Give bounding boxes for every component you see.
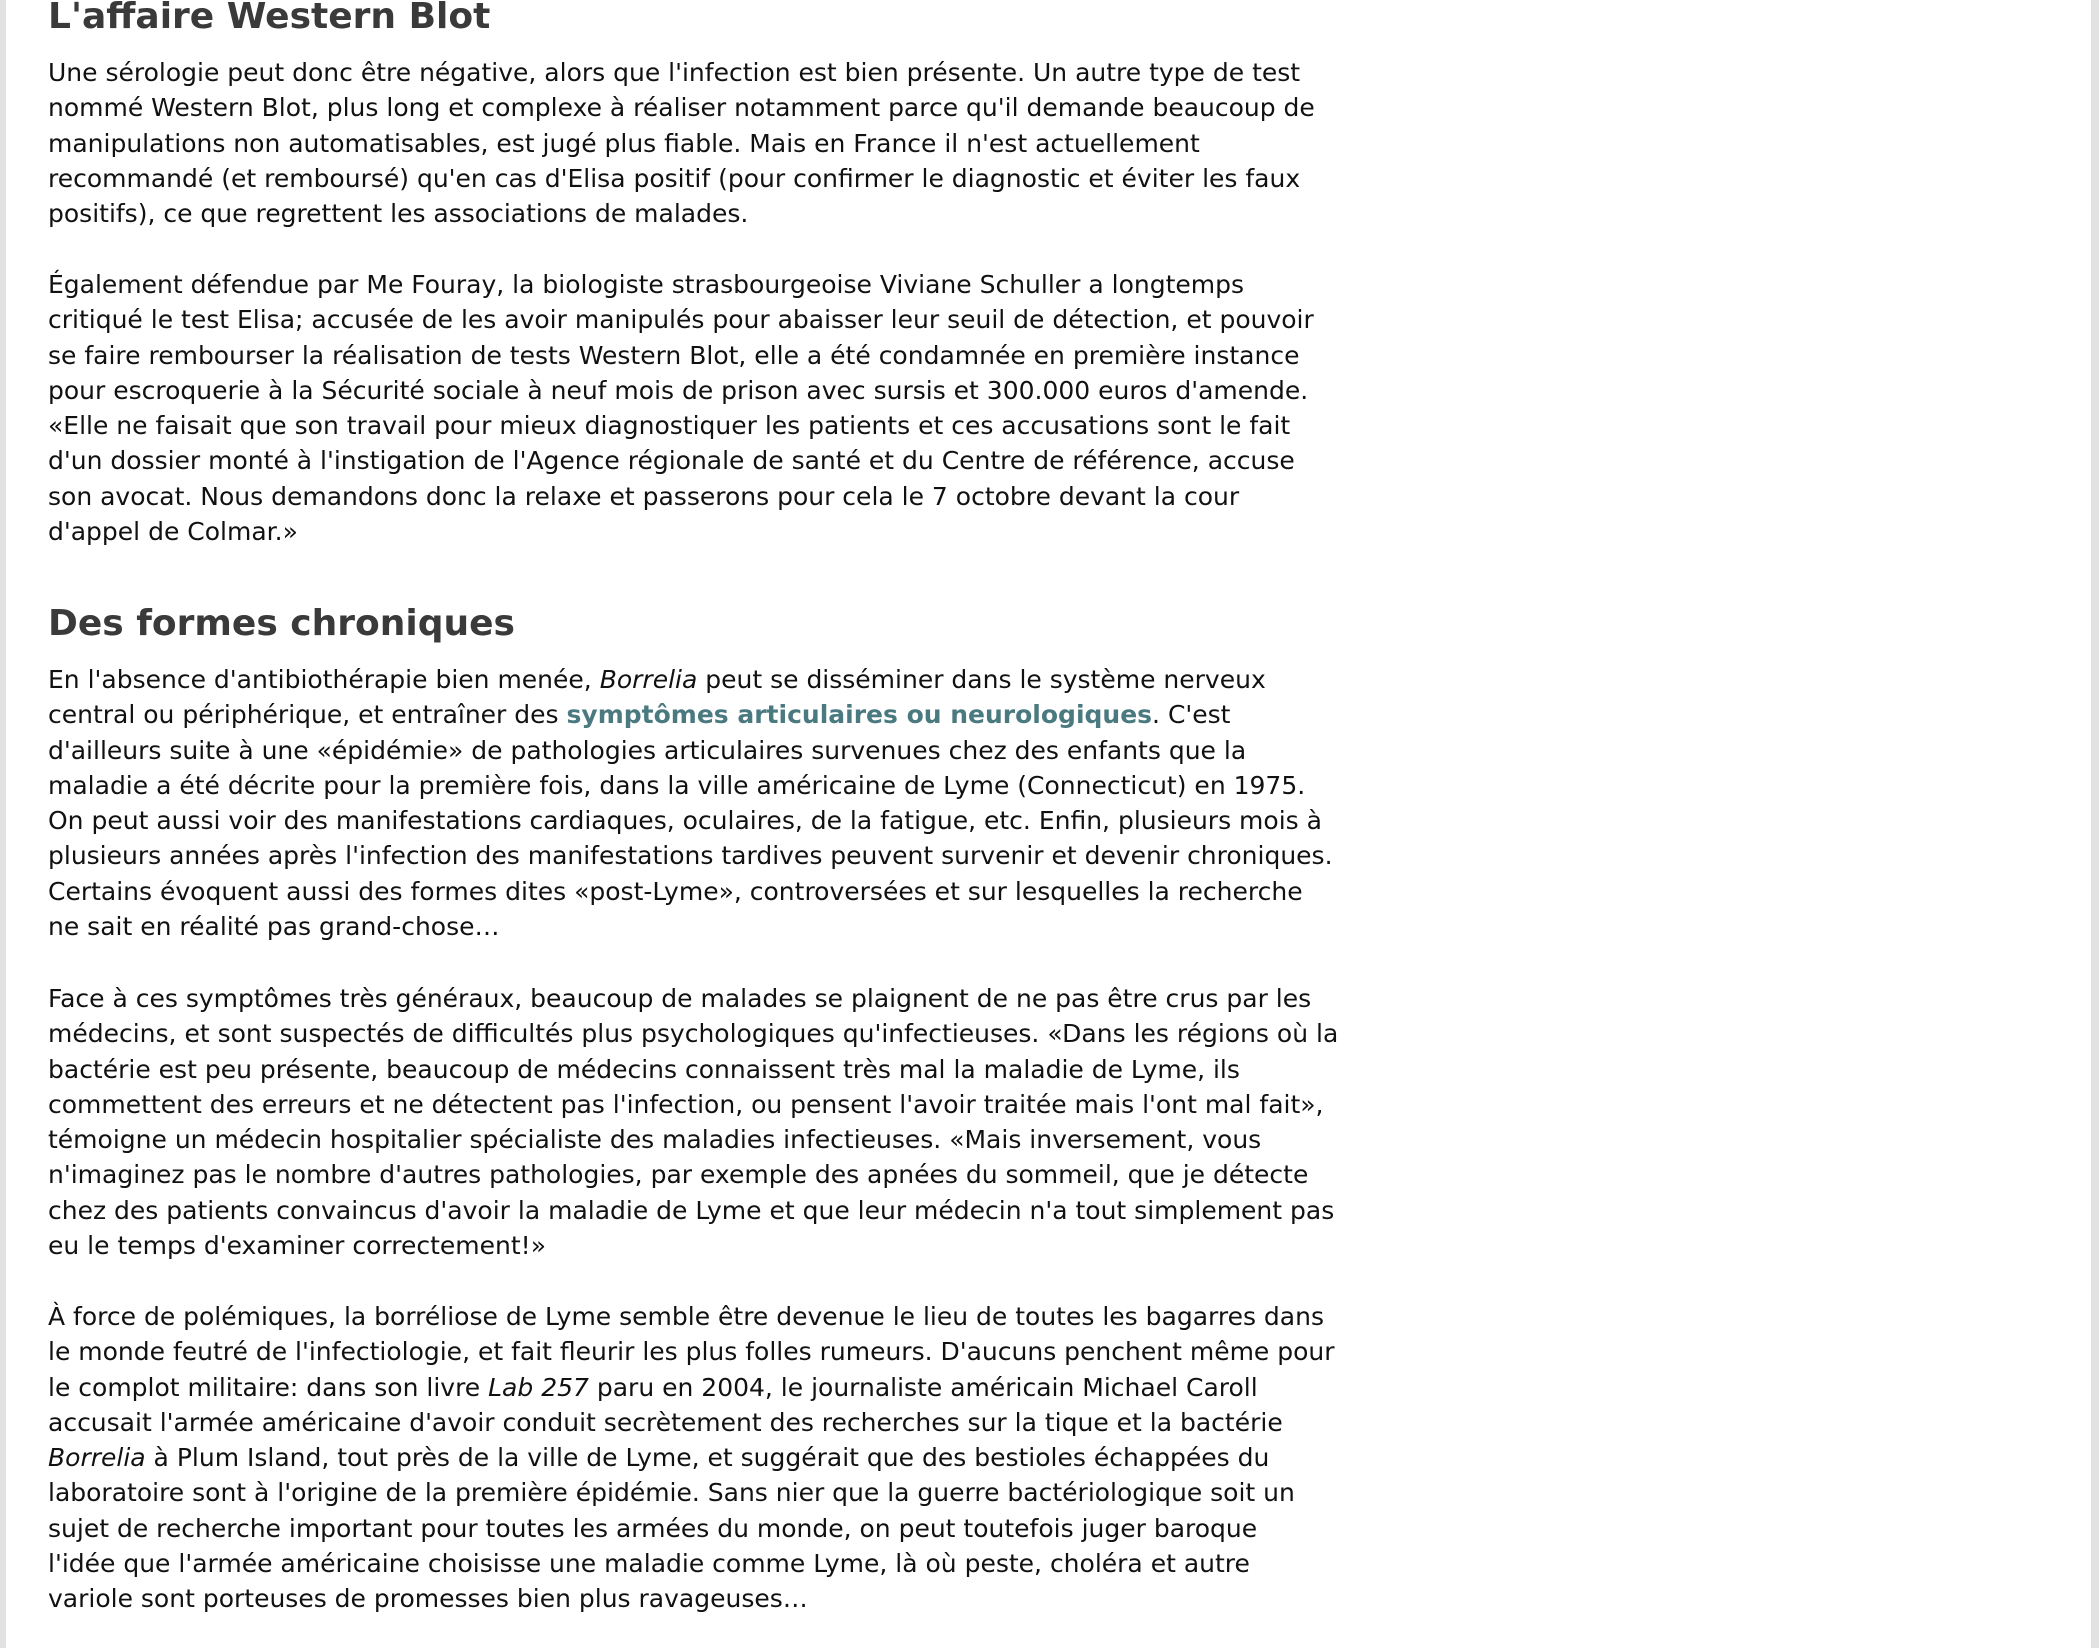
text-line: d'ailleurs suite à une «épidémie» de pathologies articulaires survenues chez des enfants que la — [48, 735, 1247, 765]
page-left-border — [0, 0, 6, 1648]
text-line: eu le temps d'examiner correctement!» — [48, 1231, 546, 1261]
text-line: pour escroquerie à la Sécurité sociale à neuf mois de prison avec sursis et 300.000 euros d'amende. — [48, 375, 1309, 405]
text-run: . C'est — [1152, 700, 1231, 730]
symptoms-link[interactable]: symptômes articulaires ou neurologiques — [566, 700, 1153, 730]
text-line: À force de polémiques, la borréliose de Lyme semble être devenue le lieu de toutes les bagarres dans — [48, 1302, 1324, 1331]
text-line: d'appel de Colmar.» — [48, 517, 298, 547]
text-line: Certains évoquent aussi des formes dites «post-Lyme», controversées et sur lesquelles la recherche — [48, 876, 1303, 906]
text-line: commettent des erreurs et ne détectent pas l'infection, ou pensent l'avoir traitée mais l'ont mal fait», — [48, 1089, 1324, 1119]
text-line — [48, 697, 1333, 732]
text-line: sujet de recherche important pour toutes les armées du monde, on peut toutefois juger baroque — [48, 1513, 1258, 1543]
text-run: le complot militaire: dans son livre — [48, 1372, 489, 1402]
section-title-western-blot: L'affaire Western Blot — [48, 0, 491, 37]
text-line: plusieurs années après l'infection des manifestations tardives peuvent survenir et devenir chroniques. — [48, 841, 1333, 871]
text-line: positifs), ce que regrettent les associations de malades. — [48, 199, 749, 229]
text-line: le monde feutré de l'infectiologie, et fait fleurir les plus folles rumeurs. D'aucuns penchent même pour — [48, 1337, 1335, 1367]
section-title-formes-chroniques: Des formes chroniques — [48, 603, 515, 644]
text-line: chez des patients convaincus d'avoir la maladie de Lyme et que leur médecin n'a tout simplement pas — [48, 1195, 1335, 1225]
paragraph — [48, 981, 1338, 1263]
text-line: maladie a été décrite pour la première fois, dans la ville américaine de Lyme (Connecticut) en 1975. — [48, 770, 1306, 800]
paragraph — [48, 55, 1315, 231]
text-line: bactérie est peu présente, beaucoup de médecins connaissent très mal la maladie de Lyme, ils — [48, 1054, 1240, 1084]
text-run: paru en 2004, le journaliste américain Michael Caroll — [588, 1372, 1258, 1402]
text-line: Face à ces symptômes très généraux, beaucoup de malades se plaignent de ne pas être crus par les — [48, 984, 1312, 1013]
text-line: témoigne un médecin hospitalier spécialiste des maladies infectieuses. «Mais inversement, vous — [48, 1125, 1262, 1155]
page-right-border — [2091, 0, 2099, 1648]
text-line: médecins, et sont suspectés de difficultés plus psychologiques qu'infectieuses. «Dans les régions où la — [48, 1019, 1339, 1049]
paragraph — [48, 662, 1333, 944]
text-line: d'un dossier monté à l'instigation de l'Agence régionale de santé et du Centre de référence, accuse — [48, 446, 1295, 476]
paragraph — [48, 1299, 1335, 1617]
text-line: nommé Western Blot, plus long et complexe à réaliser notamment parce qu'il demande beaucoup de — [48, 93, 1315, 123]
text-run: peut se disséminer dans le système nerveux — [697, 665, 1266, 694]
text-line — [48, 662, 1333, 697]
italic-term: Borrelia — [599, 665, 698, 694]
text-line: manipulations non automatisables, est jugé plus fiable. Mais en France il n'est actuellement — [48, 128, 1200, 158]
text-line: critiqué le test Elisa; accusée de les avoir manipulés pour abaisser leur seuil de détection, et pouvoir — [48, 305, 1314, 335]
text-line — [48, 1440, 1335, 1475]
paragraph — [48, 267, 1314, 549]
text-line: ne sait en réalité pas grand-chose… — [48, 912, 500, 942]
text-line: son avocat. Nous demandons donc la relaxe et passerons pour cela le 7 octobre devant la cour — [48, 481, 1240, 511]
text-line: variole sont porteuses de promesses bien plus ravageuses… — [48, 1584, 808, 1614]
text-line: l'idée que l'armée américaine choisisse une maladie comme Lyme, là où peste, choléra et autre — [48, 1549, 1250, 1579]
text-line — [48, 1370, 1335, 1405]
text-line: se faire rembourser la réalisation de tests Western Blot, elle a été condamnée en première instance — [48, 340, 1300, 370]
text-line: recommandé (et remboursé) qu'en cas d'Elisa positif (pour confirmer le diagnostic et éviter les faux — [48, 163, 1301, 193]
text-line: laboratoire sont à l'origine de la première épidémie. Sans nier que la guerre bactériologique soit un — [48, 1478, 1295, 1508]
italic-term: Borrelia — [48, 1443, 146, 1473]
text-run: En l'absence d'antibiothérapie bien menée, — [48, 665, 600, 694]
italic-book-title: Lab 257 — [488, 1372, 589, 1402]
text-line: Une sérologie peut donc être négative, alors que l'infection est bien présente. Un autre type de test — [48, 58, 1301, 87]
text-line: Également défendue par Me Fouray, la biologiste strasbourgeoise Viviane Schuller a longtemps — [48, 270, 1245, 299]
text-line: «Elle ne faisait que son travail pour mieux diagnostiquer les patients et ces accusations sont le fait — [48, 411, 1291, 441]
text-line: n'imaginez pas le nombre d'autres pathologies, par exemple des apnées du sommeil, que je détecte — [48, 1160, 1309, 1190]
text-run: central ou périphérique, et entraîner des — [48, 700, 567, 730]
text-line: On peut aussi voir des manifestations cardiaques, oculaires, de la fatigue, etc. Enfin, plusieurs mois à — [48, 806, 1322, 836]
text-run: à Plum Island, tout près de la ville de Lyme, et suggérait que des bestioles échappées du — [145, 1443, 1270, 1473]
text-line: accusait l'armée américaine d'avoir conduit secrètement des recherches sur la tique et la bactérie — [48, 1407, 1283, 1437]
